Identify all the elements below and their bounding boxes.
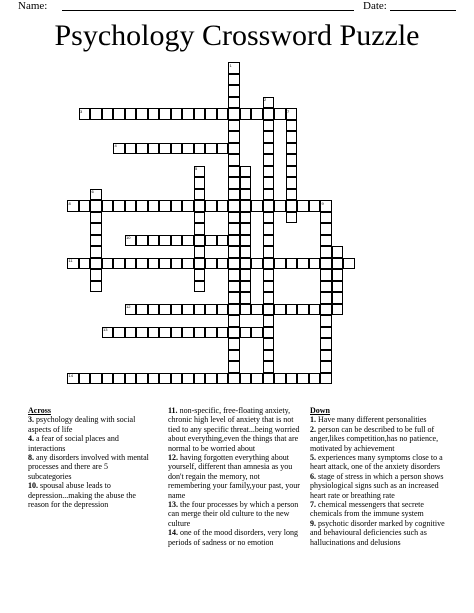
grid-cell[interactable] [263, 292, 275, 304]
grid-cell[interactable] [309, 200, 321, 212]
grid-cell[interactable] [228, 292, 240, 304]
grid-cell[interactable] [228, 350, 240, 362]
grid-cell[interactable] [125, 200, 137, 212]
grid-cell[interactable] [228, 212, 240, 224]
grid-cell-number: 12 [126, 304, 131, 309]
grid-cell[interactable] [148, 143, 160, 155]
grid-cell[interactable] [251, 200, 263, 212]
grid-cell[interactable] [274, 304, 286, 316]
grid-cell[interactable] [228, 315, 240, 327]
grid-cell[interactable] [228, 200, 240, 212]
grid-cell[interactable] [297, 200, 309, 212]
clue-down-5: 5. experiences many symptoms close to a heart attack, one of the anxiety disorders [310, 453, 443, 472]
grid-cell[interactable] [274, 373, 286, 385]
grid-cell[interactable] [90, 108, 102, 120]
grid-cell[interactable] [286, 108, 298, 120]
grid-cell[interactable] [228, 223, 240, 235]
grid-cell[interactable] [90, 235, 102, 247]
grid-cell[interactable] [251, 304, 263, 316]
grid-cell[interactable] [136, 108, 148, 120]
grid-cell[interactable] [320, 200, 332, 212]
grid-cell[interactable] [228, 62, 240, 74]
grid-cell[interactable] [240, 373, 252, 385]
grid-cell[interactable] [136, 258, 148, 270]
grid-cell[interactable] [263, 281, 275, 293]
grid-cell[interactable] [228, 189, 240, 201]
grid-cell[interactable] [240, 223, 252, 235]
grid-cell[interactable] [159, 200, 171, 212]
grid-cell[interactable] [228, 258, 240, 270]
grid-cell[interactable] [297, 258, 309, 270]
grid-cell[interactable] [182, 143, 194, 155]
grid-cell[interactable] [148, 200, 160, 212]
grid-cell[interactable] [240, 189, 252, 201]
grid-cell[interactable] [320, 223, 332, 235]
grid-cell[interactable] [194, 281, 206, 293]
grid-cell[interactable] [194, 143, 206, 155]
grid-cell[interactable] [320, 235, 332, 247]
grid-cell[interactable] [136, 143, 148, 155]
grid-cell[interactable] [286, 200, 298, 212]
clue-down-9: 9. psychotic disorder marked by cognitive and behavioural deficiencies such as hallucinations and delusions [310, 518, 445, 547]
grid-cell[interactable] [332, 281, 344, 293]
grid-cell[interactable] [148, 373, 160, 385]
grid-cell[interactable] [148, 258, 160, 270]
grid-cell[interactable] [240, 235, 252, 247]
grid-cell[interactable] [274, 200, 286, 212]
grid-cell[interactable] [286, 304, 298, 316]
grid-cell[interactable] [125, 235, 137, 247]
grid-cell[interactable] [102, 258, 114, 270]
grid-cell-number: 5 [195, 166, 198, 171]
grid-cell[interactable] [171, 327, 183, 339]
grid-cell[interactable] [263, 373, 275, 385]
grid-cell-number: 8 [68, 200, 71, 206]
grid-cell-number: 11 [68, 258, 73, 263]
grid-cell[interactable] [171, 143, 183, 155]
grid-cell[interactable] [125, 327, 137, 339]
grid-cell[interactable] [240, 269, 252, 281]
across-clues-continued [168, 406, 300, 547]
grid-cell[interactable] [113, 143, 125, 155]
grid-cell[interactable] [194, 258, 206, 270]
grid-cell[interactable] [228, 154, 240, 166]
grid-cell[interactable] [182, 108, 194, 120]
grid-cell[interactable] [240, 304, 252, 316]
grid-cell[interactable] [228, 338, 240, 350]
grid-cell[interactable] [159, 373, 171, 385]
grid-cell[interactable] [263, 361, 275, 373]
grid-cell[interactable] [205, 373, 217, 385]
grid-cell[interactable] [263, 166, 275, 178]
grid-cell[interactable] [320, 212, 332, 224]
grid-cell[interactable] [332, 258, 344, 270]
grid-cell[interactable] [125, 143, 137, 155]
grid-cell[interactable] [182, 304, 194, 316]
date-label: Date: [363, 0, 387, 12]
grid-cell[interactable] [217, 258, 229, 270]
grid-cell[interactable] [171, 200, 183, 212]
grid-cell[interactable] [113, 108, 125, 120]
grid-cell[interactable] [90, 281, 102, 293]
grid-cell[interactable] [148, 235, 160, 247]
grid-cell[interactable] [194, 200, 206, 212]
grid-cell[interactable] [113, 327, 125, 339]
grid-cell[interactable] [263, 246, 275, 258]
grid-cell[interactable] [297, 304, 309, 316]
grid-cell[interactable] [228, 361, 240, 373]
grid-cell[interactable] [240, 246, 252, 258]
grid-cell[interactable] [194, 235, 206, 247]
grid-cell[interactable] [228, 235, 240, 247]
grid-cell[interactable] [171, 108, 183, 120]
clue-across-3: 3. psychology dealing with social aspects of life [28, 415, 136, 434]
grid-cell[interactable] [125, 373, 137, 385]
grid-cell[interactable] [320, 350, 332, 362]
grid-cell[interactable] [263, 108, 275, 120]
grid-cell[interactable] [205, 235, 217, 247]
grid-cell[interactable] [240, 108, 252, 120]
clue-down-7: 7. chemical messengers that secrete chemicals from the immune system [310, 500, 424, 519]
grid-cell[interactable] [240, 200, 252, 212]
grid-cell[interactable] [159, 258, 171, 270]
grid-cell[interactable] [90, 200, 102, 212]
grid-cell[interactable] [286, 166, 298, 178]
grid-cell[interactable] [263, 212, 275, 224]
clue-across-4: 4. a fear of social places and interactions [28, 434, 119, 453]
grid-cell[interactable] [217, 373, 229, 385]
grid-cell[interactable] [263, 338, 275, 350]
grid-cell-number: 1 [229, 62, 232, 68]
grid-cell[interactable] [194, 373, 206, 385]
grid-cell[interactable] [113, 258, 125, 270]
grid-cell[interactable] [263, 189, 275, 201]
grid-cell[interactable] [263, 350, 275, 362]
grid-cell[interactable] [182, 327, 194, 339]
grid-cell[interactable] [240, 281, 252, 293]
grid-cell[interactable] [205, 108, 217, 120]
grid-cell[interactable] [228, 143, 240, 155]
grid-cell[interactable] [263, 143, 275, 155]
grid-cell[interactable] [320, 338, 332, 350]
page-title: Psychology Crossword Puzzle [54, 19, 420, 52]
grid-cell[interactable] [228, 327, 240, 339]
grid-cell[interactable] [136, 200, 148, 212]
grid-cell-number: 3 [80, 108, 83, 114]
grid-cell[interactable] [309, 373, 321, 385]
grid-cell[interactable] [263, 131, 275, 143]
grid-cell[interactable] [332, 292, 344, 304]
grid-cell[interactable] [320, 258, 332, 270]
grid-cell[interactable] [263, 269, 275, 281]
grid-cell[interactable] [205, 143, 217, 155]
grid-cell[interactable] [90, 246, 102, 258]
grid-cell[interactable] [240, 292, 252, 304]
grid-cell[interactable] [332, 304, 344, 316]
grid-cell-number: 6 [91, 189, 94, 194]
grid-cell-number: 10 [126, 235, 131, 240]
grid-cell[interactable] [251, 327, 263, 339]
grid-cell[interactable] [228, 74, 240, 86]
clue-across-8: 8. any disorders involved with mental processes and there are 5 subcategories [28, 453, 149, 481]
grid-cell[interactable] [205, 304, 217, 316]
grid-cell[interactable] [320, 269, 332, 281]
grid-cell[interactable] [228, 85, 240, 97]
grid-cell-number: 14 [68, 373, 73, 378]
grid-cell[interactable] [182, 235, 194, 247]
grid-cell[interactable] [286, 189, 298, 201]
clue-across-10: 10. spousal abuse leads to depression...making the abuse the reason for the depression [28, 481, 136, 510]
grid-cell[interactable] [263, 327, 275, 339]
grid-cell[interactable] [240, 258, 252, 270]
grid-cell[interactable] [217, 200, 229, 212]
grid-cell[interactable] [263, 97, 275, 109]
grid-cell[interactable] [320, 292, 332, 304]
grid-cell[interactable] [171, 304, 183, 316]
grid-cell[interactable] [228, 97, 240, 109]
grid-cell[interactable] [90, 212, 102, 224]
across-clues [28, 406, 150, 509]
grid-cell[interactable] [194, 177, 206, 189]
grid-cell[interactable] [79, 200, 91, 212]
grid-cell[interactable] [182, 200, 194, 212]
across-heading: Across [28, 406, 51, 415]
grid-cell[interactable] [263, 223, 275, 235]
grid-cell[interactable] [274, 108, 286, 120]
clue-across-14: 14. one of the mood disorders, very long periods of sadness or no emotion [168, 528, 298, 547]
grid-cell[interactable] [217, 327, 229, 339]
grid-cell[interactable] [274, 258, 286, 270]
grid-cell[interactable] [148, 304, 160, 316]
grid-cell[interactable] [240, 177, 252, 189]
grid-cell[interactable] [171, 235, 183, 247]
grid-cell[interactable] [320, 246, 332, 258]
grid-cell[interactable] [286, 258, 298, 270]
grid-cell[interactable] [228, 373, 240, 385]
grid-cell[interactable] [182, 258, 194, 270]
grid-cell[interactable] [194, 108, 206, 120]
grid-cell[interactable] [263, 304, 275, 316]
clue-down-2: 2. person can be described to be full of anger,likes competition,has no patience, motivated by achievement [310, 424, 439, 453]
grid-cell[interactable] [159, 143, 171, 155]
grid-cell[interactable] [113, 373, 125, 385]
grid-cell[interactable] [228, 131, 240, 143]
grid-cell[interactable] [217, 108, 229, 120]
grid-cell[interactable] [240, 212, 252, 224]
grid-cell[interactable] [320, 361, 332, 373]
grid-cell-number: 13 [103, 327, 108, 332]
grid-cell[interactable] [113, 200, 125, 212]
grid-cell[interactable] [194, 212, 206, 224]
grid-cell[interactable] [217, 304, 229, 316]
grid-cell[interactable] [286, 177, 298, 189]
grid-cell[interactable] [125, 258, 137, 270]
down-clues [310, 406, 450, 547]
grid-cell[interactable] [79, 108, 91, 120]
grid-cell[interactable] [205, 327, 217, 339]
grid-cell[interactable] [297, 373, 309, 385]
clue-down-1: 1. Have many different personalities [310, 415, 427, 425]
grid-cell[interactable] [79, 373, 91, 385]
grid-cell[interactable] [136, 235, 148, 247]
grid-cell[interactable] [228, 177, 240, 189]
grid-cell[interactable] [125, 108, 137, 120]
clue-down-6: 6. stage of stress in which a person shows physiological signs such as an increased heart rate or breathing rate [310, 471, 444, 500]
grid-cell[interactable] [286, 154, 298, 166]
grid-cell[interactable] [263, 120, 275, 132]
grid-cell[interactable] [90, 223, 102, 235]
grid-cell[interactable] [286, 373, 298, 385]
grid-cell[interactable] [194, 223, 206, 235]
grid-cell[interactable] [194, 269, 206, 281]
grid-cell[interactable] [136, 304, 148, 316]
grid-cell[interactable] [205, 258, 217, 270]
grid-cell[interactable] [228, 281, 240, 293]
grid-cell[interactable] [228, 269, 240, 281]
grid-cell[interactable] [217, 235, 229, 247]
grid-cell[interactable] [194, 166, 206, 178]
grid-cell[interactable] [90, 373, 102, 385]
grid-cell[interactable] [263, 258, 275, 270]
grid-cell[interactable] [240, 327, 252, 339]
grid-cell[interactable] [125, 304, 137, 316]
grid-cell[interactable] [228, 246, 240, 258]
grid-cell[interactable] [263, 315, 275, 327]
grid-cell[interactable] [240, 166, 252, 178]
grid-cell[interactable] [286, 212, 298, 224]
grid-cell[interactable] [67, 373, 79, 385]
grid-cell[interactable] [320, 304, 332, 316]
grid-cell[interactable] [171, 258, 183, 270]
clue-across-13: 13. the four processes by which a person can merge their old culture to the new culture [168, 500, 299, 528]
grid-cell[interactable] [332, 246, 344, 258]
grid-cell[interactable] [159, 108, 171, 120]
grid-cell[interactable] [90, 269, 102, 281]
grid-cell[interactable] [251, 108, 263, 120]
grid-cell[interactable] [148, 327, 160, 339]
clue-across-11: 11. non-specific, free-floating anxiety, chronic high level of anxiety that is not tied to any specific threat...being worried about everything,even the things that are normal to be worried about [168, 406, 300, 453]
name-label: Name: [18, 0, 48, 12]
grid-cell[interactable] [159, 327, 171, 339]
grid-cell[interactable] [217, 143, 229, 155]
grid-cell[interactable] [194, 189, 206, 201]
grid-cell[interactable] [102, 373, 114, 385]
down-heading: Down [310, 406, 331, 415]
grid-cell-number: 7 [287, 108, 290, 114]
grid-cell[interactable] [171, 373, 183, 385]
grid-cell[interactable] [90, 258, 102, 270]
grid-cell[interactable] [228, 304, 240, 316]
grid-cell[interactable] [228, 108, 240, 120]
grid-cell[interactable] [286, 120, 298, 132]
grid-cell[interactable] [102, 200, 114, 212]
grid-cell[interactable] [263, 177, 275, 189]
grid-cell[interactable] [194, 246, 206, 258]
grid-cell[interactable] [79, 258, 91, 270]
grid-cell[interactable] [90, 189, 102, 201]
grid-cell[interactable] [320, 327, 332, 339]
grid-cell[interactable] [343, 258, 355, 270]
grid-cell[interactable] [332, 269, 344, 281]
grid-cell-number: 2 [264, 97, 267, 102]
grid-cell[interactable] [228, 166, 240, 178]
grid-cell[interactable] [148, 108, 160, 120]
grid-cell[interactable] [136, 327, 148, 339]
grid-cell[interactable] [228, 120, 240, 132]
grid-cell[interactable] [67, 200, 79, 212]
grid-cell[interactable] [263, 154, 275, 166]
grid-cell[interactable] [136, 373, 148, 385]
grid-cell[interactable] [263, 235, 275, 247]
grid-cell[interactable] [251, 373, 263, 385]
grid-cell[interactable] [102, 108, 114, 120]
grid-cell[interactable] [159, 304, 171, 316]
grid-cell[interactable] [251, 258, 263, 270]
grid-cell[interactable] [194, 327, 206, 339]
grid-cell[interactable] [320, 281, 332, 293]
clue-across-12: 12. having forgotten everything about yourself, different than amnesia as you don't regain the memory, not remembering your family,your past, your name [168, 453, 300, 500]
grid-cell[interactable] [309, 258, 321, 270]
grid-cell[interactable] [67, 258, 79, 270]
grid-cell[interactable] [320, 315, 332, 327]
grid-cell[interactable] [194, 304, 206, 316]
grid-cell[interactable] [286, 131, 298, 143]
grid-cell[interactable] [182, 373, 194, 385]
grid-cell[interactable] [159, 235, 171, 247]
grid-cell-number: 4 [114, 143, 117, 148]
grid-cell[interactable] [309, 304, 321, 316]
grid-cell-number: 9 [321, 200, 324, 206]
grid-cell[interactable] [263, 200, 275, 212]
grid-cell[interactable] [205, 200, 217, 212]
grid-cell[interactable] [320, 373, 332, 385]
grid-cell[interactable] [286, 143, 298, 155]
grid-cell[interactable] [102, 327, 114, 339]
